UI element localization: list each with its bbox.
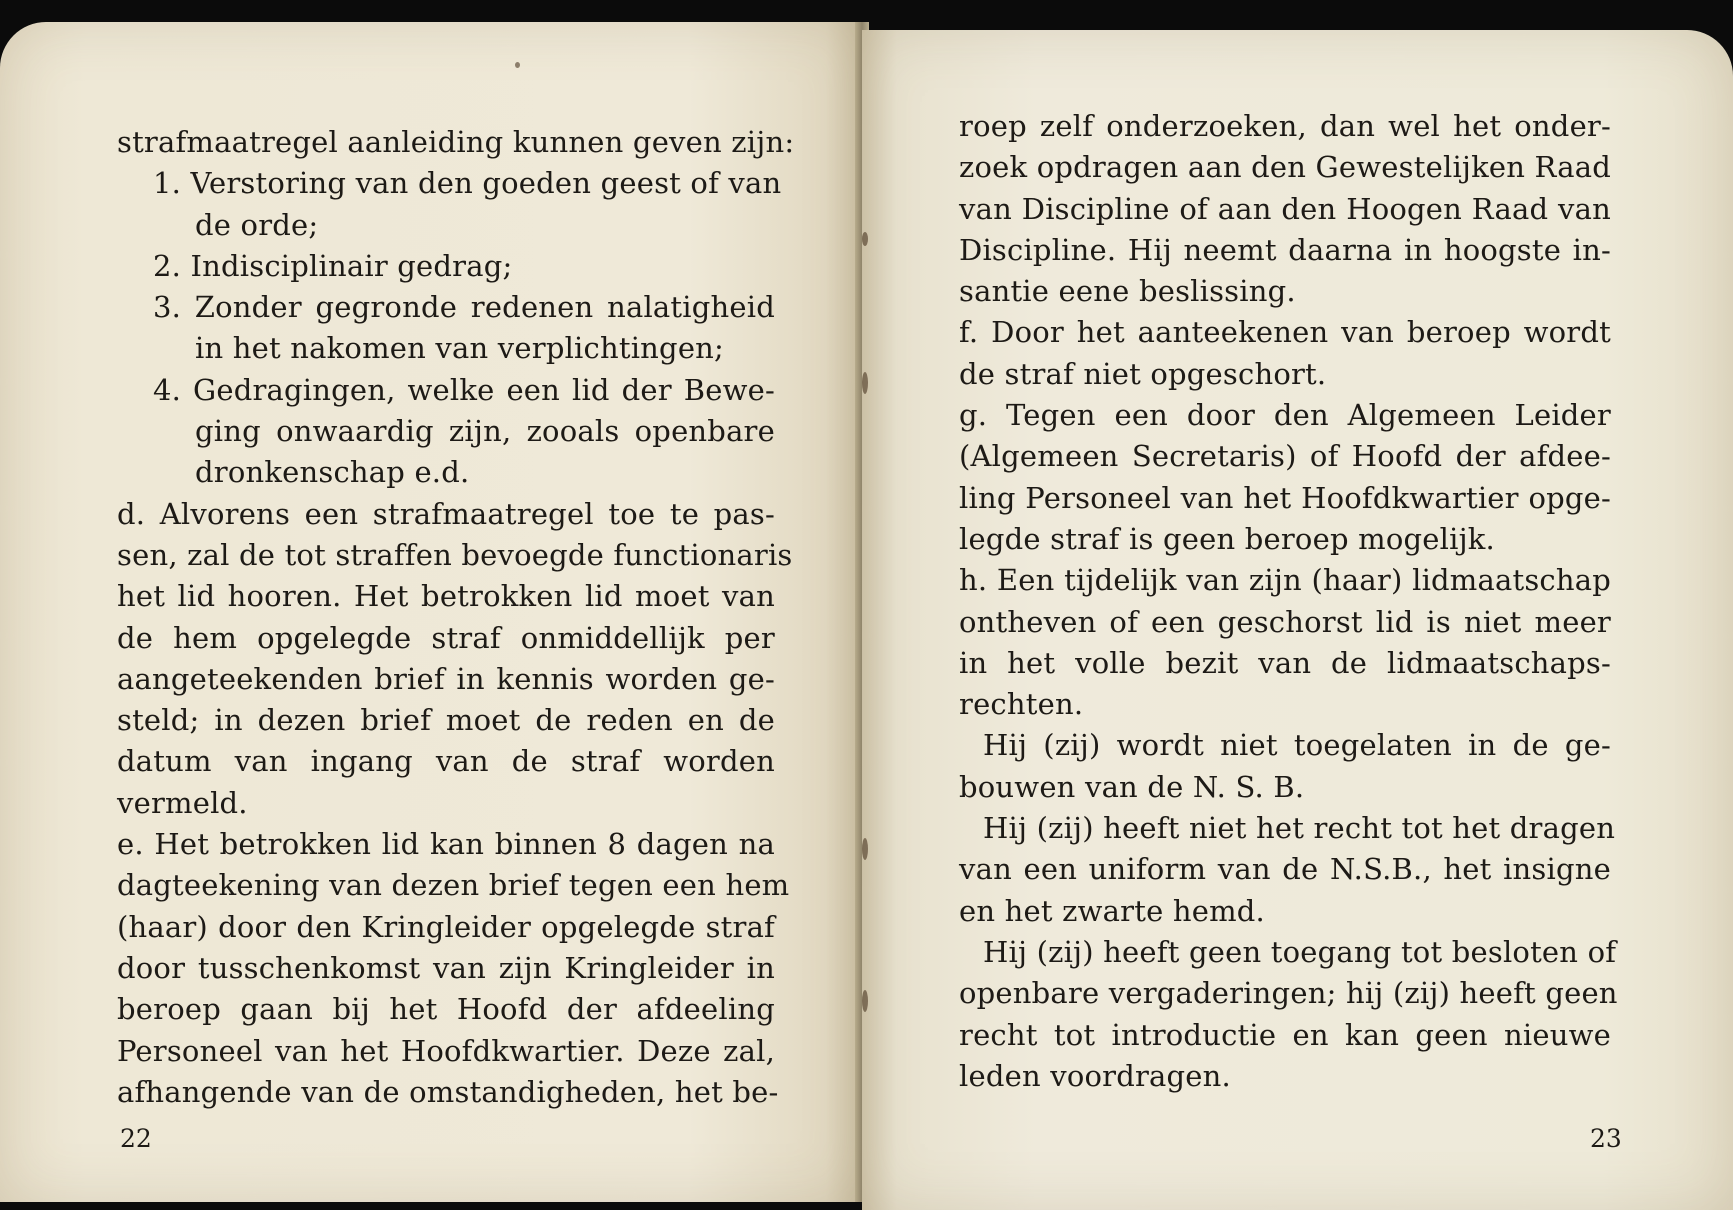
text-line: (haar) door den Kringleider opgelegde straf (117, 909, 775, 944)
text-line: afhangende van de omstandigheden, het be- (117, 1074, 779, 1109)
text-line: van Discipline of aan den Hoogen Raad van (959, 191, 1611, 226)
text-line: aangeteekenden brief in kennis worden ge- (117, 661, 775, 696)
text-line: Hij (zij) heeft geen toegang tot besloten of (983, 934, 1617, 969)
text-line: roep zelf onderzoeken, dan wel het onder- (959, 109, 1611, 143)
text-line: Hij (zij) heeft niet het recht tot het dragen (983, 811, 1616, 846)
text-line: Personeel van het Hoofdkwartier. Deze zal, (117, 1033, 775, 1068)
text-line: door tusschenkomst van zijn Kringleider in (117, 950, 775, 985)
text-line: leden voordragen. (959, 1058, 1231, 1093)
text-line: g. Tegen een door den Algemeen Leider (959, 398, 1611, 433)
left-page (0, 22, 860, 1202)
text-line: 2. Indisciplinair gedrag; (153, 248, 513, 283)
text-line: ling Personeel van het Hoofdkwartier opge- (959, 480, 1611, 515)
ink-speck (515, 62, 520, 68)
text-line: steld; in dezen brief moet de reden en de (117, 703, 775, 738)
text-line: datum van ingang van de straf worden (117, 744, 775, 779)
right-page (862, 30, 1733, 1210)
text-line: en het zwarte hemd. (959, 893, 1265, 928)
text-line: strafmaatregel aanleiding kunnen geven zijn: (117, 125, 795, 159)
text-line: h. Een tijdelijk van zijn (haar) lidmaatschap (959, 563, 1611, 598)
right-page-text (959, 106, 1618, 1097)
text-line: bouwen van de N. S. B. (959, 769, 1305, 804)
right-page-number: 23 (1590, 1124, 1622, 1153)
text-line: het lid hooren. Het betrokken lid moet van (117, 579, 775, 614)
text-line: f. Door het aanteekenen van beroep wordt (959, 315, 1611, 350)
binding-staple-mark (862, 232, 868, 246)
text-line: recht tot introductie en kan geen nieuwe (959, 1017, 1611, 1052)
text-line: beroep gaan bij het Hoofd der afdeeling (117, 992, 775, 1027)
text-line: rechten. (959, 687, 1084, 722)
text-line: santie eene beslissing. (959, 274, 1296, 309)
text-line: 1. Verstoring van den goeden geest of van (153, 166, 782, 201)
text-line: de orde; (195, 207, 319, 242)
text-line: vermeld. (117, 785, 248, 820)
text-line: 3. Zonder gegronde redenen nalatigheid (153, 290, 775, 325)
text-line: Discipline. Hij neemt daarna in hoogste in- (959, 232, 1611, 267)
text-line: ging onwaardig zijn, zooals openbare (195, 414, 775, 449)
binding-staple-mark (862, 990, 868, 1012)
text-line: de straf niet opgeschort. (959, 356, 1327, 391)
text-line: in het volle bezit van de lidmaatschaps- (959, 645, 1611, 680)
text-line: e. Het betrokken lid kan binnen 8 dagen na (117, 827, 775, 862)
text-line: d. Alvorens een strafmaatregel toe te pas- (117, 496, 775, 531)
text-line: in het nakomen van verplichtingen; (195, 331, 725, 366)
text-line: dagteekening van dezen brief tegen een hem (117, 868, 790, 903)
text-line: zoek opdragen aan den Gewestelijken Raad (959, 150, 1611, 185)
binding-staple-mark (862, 838, 868, 860)
text-line: openbare vergaderingen; hij (zij) heeft geen (959, 976, 1618, 1011)
text-line: sen, zal de tot straffen bevoegde functionaris (117, 537, 793, 572)
binding-staple-mark (862, 372, 868, 394)
text-line: dronkenschap e.d. (195, 455, 470, 490)
text-line: Hij (zij) wordt niet toegelaten in de ge- (983, 728, 1611, 763)
text-line: ontheven of een geschorst lid is niet meer (959, 604, 1611, 639)
text-line: de hem opgelegde straf onmiddellijk per (117, 620, 775, 655)
text-line: (Algemeen Secretaris) of Hoofd der afdee- (959, 439, 1611, 474)
text-line: legde straf is geen beroep mogelijk. (959, 521, 1495, 556)
left-page-text (117, 122, 795, 1113)
text-line: 4. Gedragingen, welke een lid der Bewe- (153, 372, 775, 407)
text-line: van een uniform van de N.S.B., het insigne (959, 852, 1611, 887)
left-page-number: 22 (120, 1124, 152, 1153)
